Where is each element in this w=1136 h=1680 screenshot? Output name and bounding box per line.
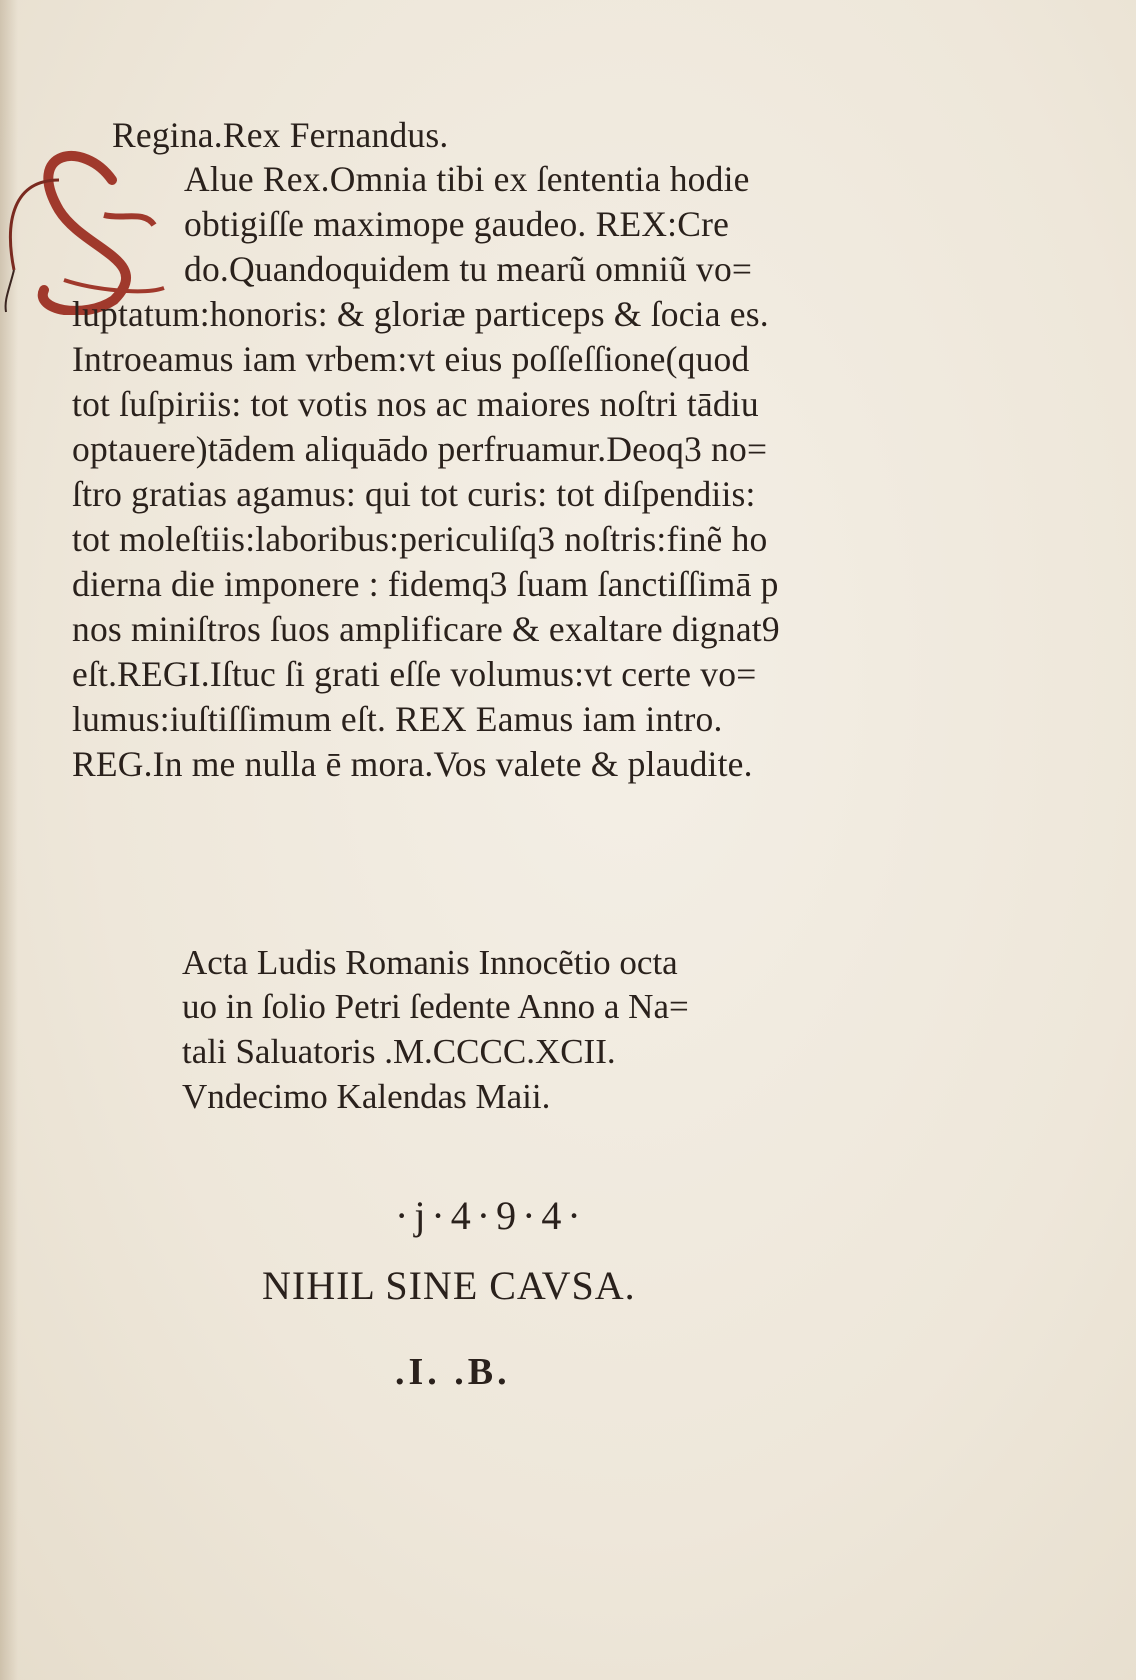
text-line: optauere)tādem aliquādo perfruamur.Deoq3 no= — [72, 429, 768, 469]
text-line: Introeamus iam vrbem:vt eius poſſeſſione(quod — [72, 339, 750, 379]
text-line: obtigiſſe maximope gaudeo. REX:Cre — [184, 204, 730, 244]
decorated-initial-s — [4, 140, 169, 315]
motto: NIHIL SINE CAVSA. — [262, 1263, 636, 1308]
text-line: luptatum:honoris: & gloriæ particeps & ſocia es. — [72, 294, 769, 334]
date-mark: ·j·4·9·4· — [395, 1193, 587, 1238]
text-line: tot moleſtiis:laboribus:periculiſq3 noſtris:finẽ ho — [72, 519, 768, 559]
text-line: ſtro gratias agamus: qui tot curis: tot diſpendiis: — [72, 474, 756, 514]
colophon-line: Acta Ludis Romanis Innocẽtio octa — [182, 943, 678, 982]
text-line: dierna die imponere : fidemq3 ſuam ſanctiſſimā p — [72, 564, 779, 604]
colophon-line: Vndecimo Kalendas Maii. — [182, 1077, 551, 1116]
text-line: lumus:iuſtiſſimum eſt. REX Eamus iam intro. — [72, 699, 723, 739]
text-line: nos miniſtros ſuos amplificare & exaltare dignat9 — [72, 609, 780, 649]
text-line: Alue Rex.Omnia tibi ex ſententia hodie — [184, 159, 750, 199]
text-line: do.Quandoquidem tu mearũ omniũ vo= — [184, 249, 753, 289]
printer-initials: .I. .B. — [395, 1351, 511, 1393]
text-line: REG.In me nulla ē mora.Vos valete & plaudite. — [72, 744, 753, 784]
colophon-line: tali Saluatoris .M.CCCC.XCII. — [182, 1032, 616, 1071]
text-line: eſt.REGI.Iſtuc ſi grati eſſe volumus:vt certe vo= — [72, 654, 757, 694]
text-line: Regina.Rex Fernandus. — [112, 115, 449, 155]
colophon-line: uo in ſolio Petri ſedente Anno a Na= — [182, 987, 689, 1026]
text-line: tot ſuſpiriis: tot votis nos ac maiores noſtri tādiu — [72, 384, 759, 424]
